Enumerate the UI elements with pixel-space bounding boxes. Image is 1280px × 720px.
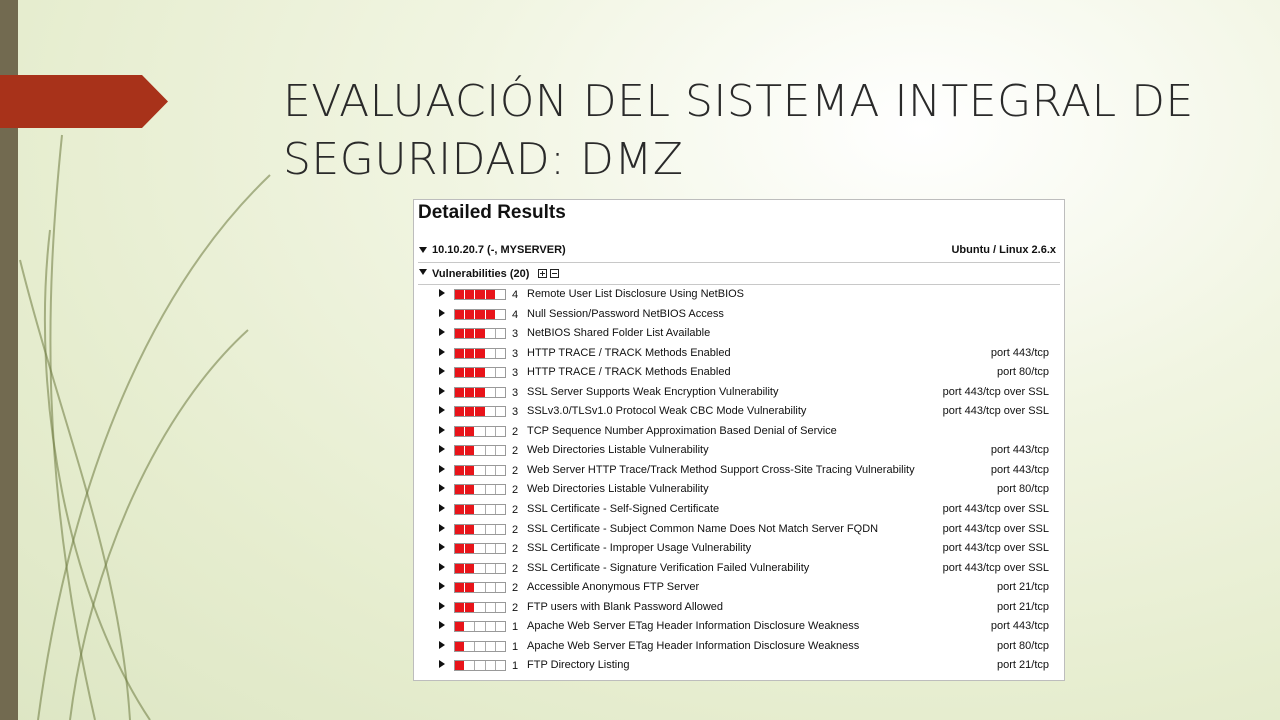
severity-cell bbox=[455, 642, 465, 651]
vulnerability-row[interactable] bbox=[414, 521, 1064, 541]
severity-cell bbox=[475, 329, 485, 338]
severity-bar bbox=[454, 524, 506, 535]
severity-bar bbox=[454, 602, 506, 613]
severity-cell bbox=[496, 603, 505, 612]
vulnerability-name: NetBIOS Shared Folder List Available bbox=[527, 327, 711, 340]
vulnerability-row[interactable] bbox=[414, 657, 1064, 677]
vulnerability-name: SSL Certificate - Self-Signed Certificate bbox=[527, 503, 720, 516]
severity-cell bbox=[486, 544, 496, 553]
vulnerability-row[interactable] bbox=[414, 501, 1064, 521]
slide-title-line-2: SEGURIDAD: DMZ bbox=[283, 134, 684, 185]
severity-cell bbox=[475, 603, 485, 612]
collapsed-triangle-icon[interactable] bbox=[438, 386, 446, 398]
vulnerability-port: port 443/tcp bbox=[990, 463, 1049, 476]
vulnerability-row[interactable] bbox=[414, 306, 1064, 326]
vulnerability-row[interactable] bbox=[414, 364, 1064, 384]
vulnerability-port: port 21/tcp bbox=[997, 581, 1049, 594]
severity-bar bbox=[454, 406, 506, 417]
vulnerability-name: SSL Certificate - Signature Verification Failed Vulnerability bbox=[527, 561, 810, 574]
expanded-triangle-icon[interactable] bbox=[418, 245, 428, 255]
severity-level: 4 bbox=[512, 289, 519, 301]
severity-cell bbox=[496, 661, 505, 670]
collapsed-triangle-icon[interactable] bbox=[438, 581, 446, 593]
vulnerability-name: HTTP TRACE / TRACK Methods Enabled bbox=[527, 366, 731, 379]
vulnerability-row[interactable] bbox=[414, 481, 1064, 501]
vulnerability-row[interactable] bbox=[414, 325, 1064, 345]
slide-title bbox=[283, 73, 1243, 189]
severity-cell bbox=[486, 603, 496, 612]
severity-cell bbox=[455, 583, 465, 592]
collapsed-triangle-icon[interactable] bbox=[438, 620, 446, 632]
collapsed-triangle-icon[interactable] bbox=[438, 288, 446, 300]
severity-cell bbox=[455, 388, 465, 397]
severity-level: 3 bbox=[512, 367, 519, 380]
vulnerability-port: port 80/tcp bbox=[997, 366, 1049, 379]
collapsed-triangle-icon[interactable] bbox=[438, 425, 446, 437]
severity-level: 3 bbox=[512, 328, 519, 341]
severity-cell bbox=[465, 310, 475, 319]
severity-cell bbox=[475, 485, 485, 494]
severity-cell bbox=[496, 349, 505, 358]
title-accent-tab bbox=[0, 75, 168, 128]
severity-bar bbox=[454, 367, 506, 378]
severity-cell bbox=[475, 564, 485, 573]
severity-bar bbox=[454, 641, 506, 652]
host-row[interactable] bbox=[418, 242, 1060, 263]
severity-cell bbox=[455, 368, 465, 377]
host-label: 10.10.20.7 (-, MYSERVER) bbox=[432, 244, 566, 256]
severity-level: 1 bbox=[512, 621, 519, 634]
severity-cell bbox=[496, 485, 505, 494]
severity-cell bbox=[465, 329, 475, 338]
expand-all-icon[interactable] bbox=[538, 269, 547, 278]
severity-bar bbox=[454, 387, 506, 398]
severity-cell bbox=[496, 368, 505, 377]
severity-cell bbox=[496, 388, 505, 397]
severity-bar bbox=[454, 660, 506, 671]
severity-cell bbox=[496, 446, 505, 455]
severity-cell bbox=[496, 329, 505, 338]
severity-bar bbox=[454, 543, 506, 554]
vulnerability-port: port 443/tcp over SSL bbox=[942, 542, 1049, 555]
severity-level: 2 bbox=[512, 562, 519, 575]
severity-cell bbox=[455, 603, 465, 612]
severity-cell bbox=[455, 427, 465, 436]
severity-cell bbox=[465, 544, 475, 553]
severity-cell bbox=[496, 544, 505, 553]
collapsed-triangle-icon[interactable] bbox=[438, 464, 446, 476]
collapse-all-icon[interactable] bbox=[550, 269, 559, 278]
vulnerability-name: FTP Directory Listing bbox=[527, 659, 630, 672]
vulnerability-row[interactable] bbox=[414, 384, 1064, 404]
severity-cell bbox=[465, 485, 475, 494]
vulnerability-port: port 80/tcp bbox=[997, 483, 1049, 496]
severity-cell bbox=[455, 485, 465, 494]
severity-cell bbox=[465, 525, 475, 534]
vulnerability-row[interactable] bbox=[414, 442, 1064, 462]
severity-cell bbox=[455, 349, 465, 358]
vulnerability-name: FTP users with Blank Password Allowed bbox=[527, 600, 724, 613]
severity-cell bbox=[486, 329, 496, 338]
os-label: Ubuntu / Linux 2.6.x bbox=[951, 244, 1056, 256]
severity-cell bbox=[455, 446, 465, 455]
vulnerability-name: Apache Web Server ETag Header Information Disclosure Weakness bbox=[527, 620, 860, 633]
vulnerability-port: port 443/tcp over SSL bbox=[942, 405, 1049, 418]
severity-cell bbox=[486, 446, 496, 455]
vulnerability-row[interactable] bbox=[414, 618, 1064, 638]
severity-cell bbox=[465, 388, 475, 397]
vulnerability-row[interactable] bbox=[414, 599, 1064, 619]
vulnerability-name: Apache Web Server ETag Header Information Disclosure Weakness bbox=[527, 639, 860, 652]
severity-bar bbox=[454, 445, 506, 456]
severity-cell bbox=[475, 505, 485, 514]
collapsed-triangle-icon[interactable] bbox=[438, 308, 446, 320]
severity-cell bbox=[475, 661, 485, 670]
vulnerability-row[interactable] bbox=[414, 560, 1064, 580]
severity-cell bbox=[475, 407, 485, 416]
severity-bar bbox=[454, 563, 506, 574]
vulnerability-port: port 443/tcp over SSL bbox=[942, 385, 1049, 398]
vulnerability-row[interactable] bbox=[414, 462, 1064, 482]
severity-cell bbox=[486, 466, 496, 475]
severity-cell bbox=[486, 407, 496, 416]
vulnerability-port: port 80/tcp bbox=[997, 639, 1049, 652]
vulnerability-row[interactable] bbox=[414, 579, 1064, 599]
severity-cell bbox=[475, 642, 485, 651]
severity-cell bbox=[486, 427, 496, 436]
severity-cell bbox=[455, 466, 465, 475]
vulnerability-port: port 21/tcp bbox=[997, 600, 1049, 613]
collapsed-triangle-icon[interactable] bbox=[438, 405, 446, 417]
severity-cell bbox=[475, 290, 485, 299]
vulnerability-port: port 443/tcp over SSL bbox=[942, 503, 1049, 516]
collapsed-triangle-icon[interactable] bbox=[438, 444, 446, 456]
severity-cell bbox=[486, 642, 496, 651]
severity-cell bbox=[465, 407, 475, 416]
severity-cell bbox=[465, 466, 475, 475]
severity-cell bbox=[496, 310, 505, 319]
detailed-results-panel bbox=[413, 199, 1065, 681]
slide-title-line-1: EVALUACIÓN DEL SISTEMA INTEGRAL DE bbox=[283, 76, 1194, 127]
vulnerability-name: SSL Server Supports Weak Encryption Vulnerability bbox=[527, 385, 779, 398]
severity-level: 1 bbox=[512, 640, 519, 653]
severity-cell bbox=[475, 446, 485, 455]
severity-cell bbox=[455, 407, 465, 416]
severity-cell bbox=[496, 564, 505, 573]
severity-cell bbox=[455, 310, 465, 319]
severity-level: 2 bbox=[512, 484, 519, 497]
vulnerability-row[interactable] bbox=[414, 345, 1064, 365]
severity-level: 2 bbox=[512, 601, 519, 614]
severity-level: 3 bbox=[512, 386, 519, 399]
severity-cell bbox=[475, 466, 485, 475]
vulnerability-port: port 443/tcp over SSL bbox=[942, 561, 1049, 574]
vulnerability-name: SSL Certificate - Subject Common Name Does Not Match Server FQDN bbox=[527, 522, 879, 535]
severity-cell bbox=[496, 505, 505, 514]
severity-cell bbox=[455, 661, 465, 670]
severity-level: 2 bbox=[512, 523, 519, 536]
severity-bar bbox=[454, 484, 506, 495]
vulnerability-row[interactable] bbox=[414, 286, 1064, 306]
severity-cell bbox=[496, 466, 505, 475]
severity-cell bbox=[496, 427, 505, 436]
severity-cell bbox=[465, 505, 475, 514]
vulnerability-name: Null Session/Password NetBIOS Access bbox=[527, 307, 724, 320]
collapsed-triangle-icon[interactable] bbox=[438, 659, 446, 671]
severity-cell bbox=[496, 583, 505, 592]
vulnerability-row[interactable] bbox=[414, 638, 1064, 658]
severity-cell bbox=[486, 564, 496, 573]
collapsed-triangle-icon[interactable] bbox=[438, 542, 446, 554]
vulnerabilities-label: Vulnerabilities (20) bbox=[432, 268, 530, 280]
vulnerability-row[interactable] bbox=[414, 403, 1064, 423]
severity-cell bbox=[465, 446, 475, 455]
vulnerability-name: Web Directories Listable Vulnerability bbox=[527, 483, 709, 496]
collapsed-triangle-icon[interactable] bbox=[438, 503, 446, 515]
vulnerability-name: Remote User List Disclosure Using NetBIOS bbox=[527, 288, 745, 300]
severity-cell bbox=[455, 544, 465, 553]
severity-cell bbox=[486, 349, 496, 358]
severity-cell bbox=[465, 642, 475, 651]
severity-cell bbox=[486, 310, 496, 319]
vulnerability-port: port 443/tcp bbox=[990, 444, 1049, 457]
severity-cell bbox=[475, 388, 485, 397]
collapsed-triangle-icon[interactable] bbox=[438, 483, 446, 495]
severity-level: 3 bbox=[512, 347, 519, 360]
severity-level: 2 bbox=[512, 445, 519, 458]
collapsed-triangle-icon[interactable] bbox=[438, 366, 446, 378]
severity-cell bbox=[465, 603, 475, 612]
severity-bar bbox=[454, 582, 506, 593]
vulnerability-port: port 443/tcp bbox=[990, 346, 1049, 359]
severity-cell bbox=[475, 583, 485, 592]
severity-cell bbox=[486, 388, 496, 397]
severity-cell bbox=[496, 642, 505, 651]
vulnerability-name: Web Directories Listable Vulnerability bbox=[527, 444, 709, 457]
severity-level: 2 bbox=[512, 504, 519, 517]
severity-level: 3 bbox=[512, 406, 519, 419]
expanded-triangle-icon[interactable] bbox=[418, 267, 428, 277]
severity-cell bbox=[475, 368, 485, 377]
severity-bar bbox=[454, 504, 506, 515]
severity-cell bbox=[486, 661, 496, 670]
severity-cell bbox=[486, 622, 496, 631]
severity-cell bbox=[496, 622, 505, 631]
vulnerability-name: SSL Certificate - Improper Usage Vulnerability bbox=[527, 542, 752, 555]
vulnerability-port: port 443/tcp bbox=[990, 620, 1049, 633]
panel-heading: Detailed Results bbox=[418, 202, 566, 223]
severity-level: 1 bbox=[512, 660, 519, 673]
severity-cell bbox=[486, 290, 496, 299]
severity-level: 2 bbox=[512, 543, 519, 556]
vulnerability-name: TCP Sequence Number Approximation Based Denial of Service bbox=[527, 424, 837, 437]
severity-level: 2 bbox=[512, 464, 519, 477]
severity-cell bbox=[496, 407, 505, 416]
severity-cell bbox=[486, 525, 496, 534]
collapsed-triangle-icon[interactable] bbox=[438, 523, 446, 535]
severity-cell bbox=[496, 290, 505, 299]
vulnerability-row[interactable] bbox=[414, 540, 1064, 560]
severity-cell bbox=[475, 427, 485, 436]
collapsed-triangle-icon[interactable] bbox=[438, 347, 446, 359]
vulnerability-port: port 21/tcp bbox=[997, 659, 1049, 672]
severity-cell bbox=[465, 564, 475, 573]
severity-cell bbox=[486, 505, 496, 514]
severity-cell bbox=[465, 622, 475, 631]
severity-cell bbox=[465, 583, 475, 592]
severity-bar bbox=[454, 309, 506, 320]
severity-level: 4 bbox=[512, 308, 519, 321]
severity-cell bbox=[486, 583, 496, 592]
severity-cell bbox=[465, 290, 475, 299]
severity-cell bbox=[465, 368, 475, 377]
vulnerability-row[interactable] bbox=[414, 423, 1064, 443]
severity-cell bbox=[475, 544, 485, 553]
severity-cell bbox=[486, 485, 496, 494]
severity-level: 2 bbox=[512, 425, 519, 438]
severity-cell bbox=[465, 349, 475, 358]
collapsed-triangle-icon[interactable] bbox=[438, 601, 446, 613]
severity-cell bbox=[475, 525, 485, 534]
collapsed-triangle-icon[interactable] bbox=[438, 327, 446, 339]
vulnerability-name: HTTP TRACE / TRACK Methods Enabled bbox=[527, 346, 731, 359]
severity-cell bbox=[455, 505, 465, 514]
severity-cell bbox=[475, 349, 485, 358]
vulnerability-name: SSLv3.0/TLSv1.0 Protocol Weak CBC Mode Vulnerability bbox=[527, 405, 807, 418]
severity-bar bbox=[454, 465, 506, 476]
severity-cell bbox=[455, 525, 465, 534]
vulnerabilities-header[interactable] bbox=[418, 267, 1060, 285]
severity-cell bbox=[465, 661, 475, 670]
severity-bar bbox=[454, 621, 506, 632]
severity-level: 2 bbox=[512, 582, 519, 595]
severity-cell bbox=[455, 290, 465, 299]
severity-cell bbox=[486, 368, 496, 377]
vulnerability-name: Accessible Anonymous FTP Server bbox=[527, 581, 700, 594]
severity-cell bbox=[455, 622, 465, 631]
severity-cell bbox=[455, 329, 465, 338]
severity-cell bbox=[475, 310, 485, 319]
severity-cell bbox=[475, 622, 485, 631]
severity-bar bbox=[454, 289, 506, 300]
severity-cell bbox=[455, 564, 465, 573]
severity-cell bbox=[465, 427, 475, 436]
severity-bar bbox=[454, 328, 506, 339]
collapsed-triangle-icon[interactable] bbox=[438, 562, 446, 574]
severity-cell bbox=[496, 525, 505, 534]
severity-bar bbox=[454, 348, 506, 359]
vulnerability-list bbox=[414, 286, 1064, 677]
vulnerability-name: Web Server HTTP Trace/Track Method Support Cross-Site Tracing Vulnerability bbox=[527, 463, 915, 476]
severity-bar bbox=[454, 426, 506, 437]
vulnerability-port: port 443/tcp over SSL bbox=[942, 522, 1049, 535]
collapsed-triangle-icon[interactable] bbox=[438, 640, 446, 652]
